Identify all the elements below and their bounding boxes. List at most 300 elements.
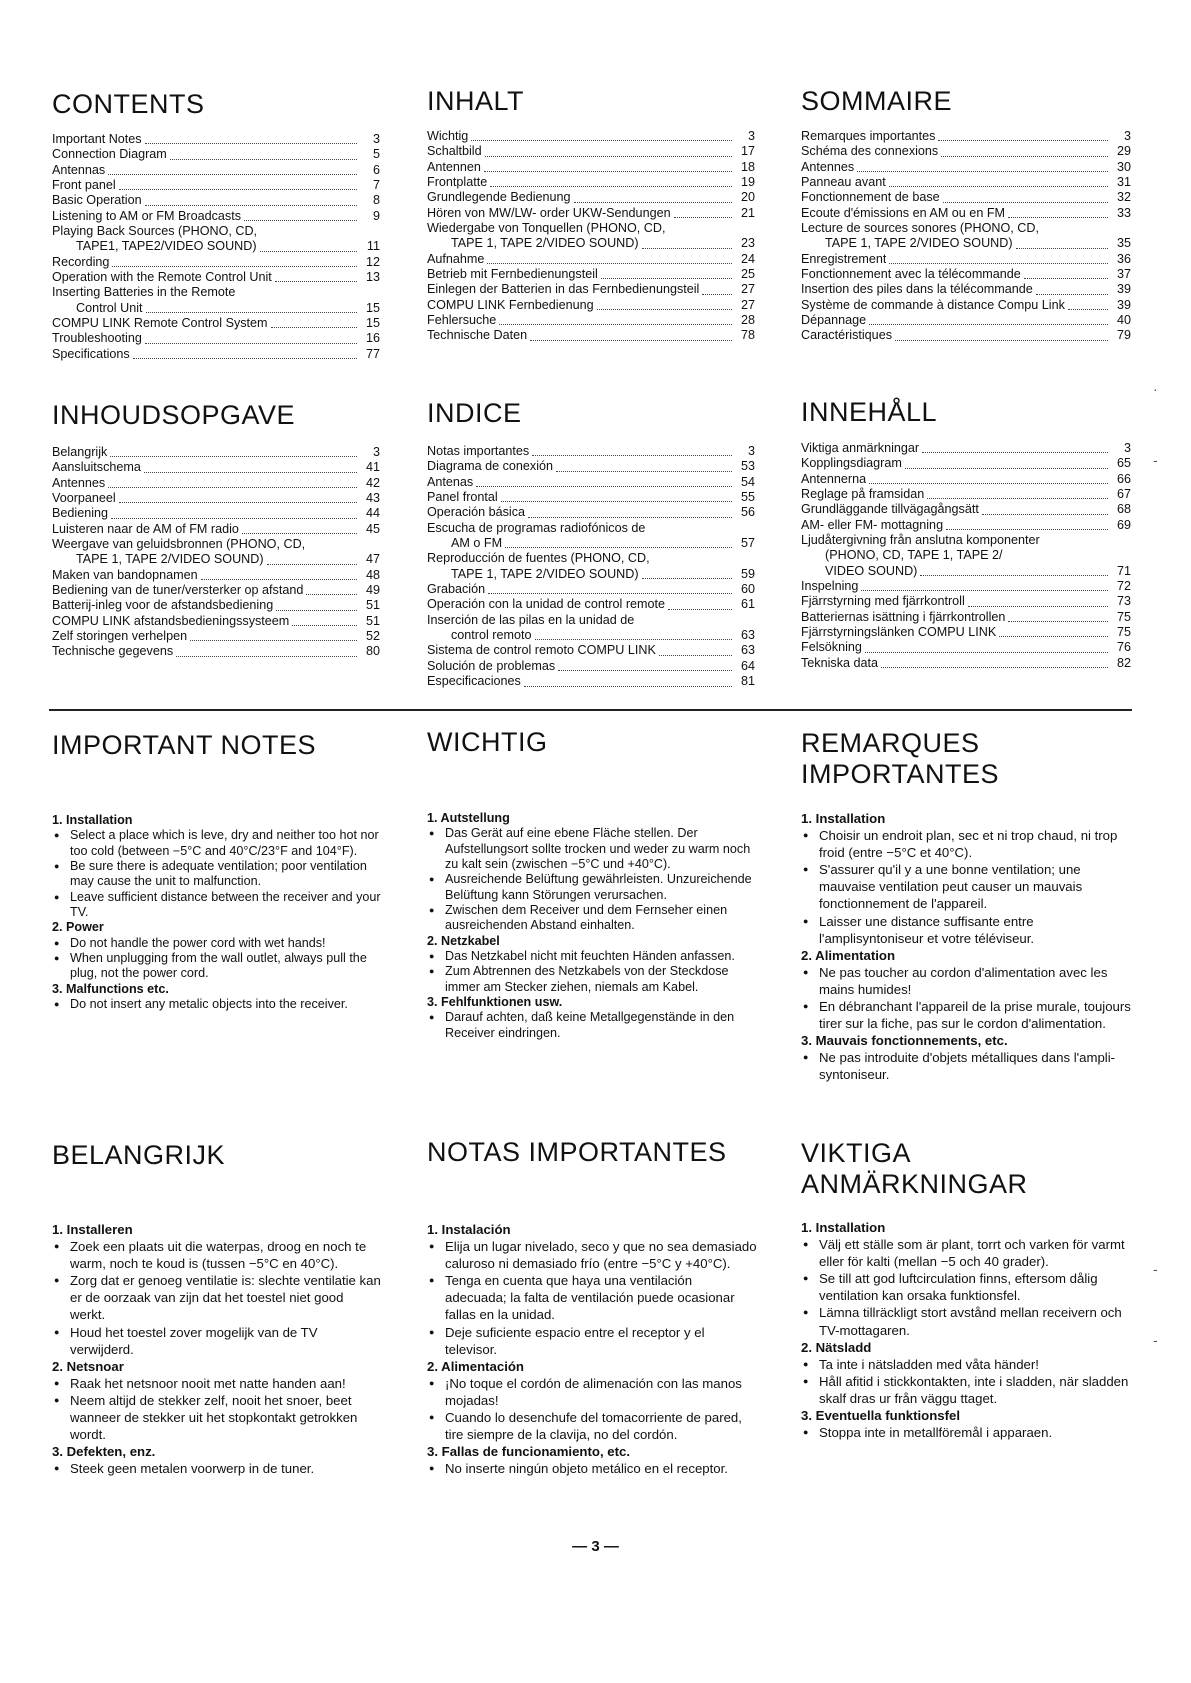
- inhalt-list: [427, 129, 755, 344]
- toc-leader-dots: [946, 529, 1108, 530]
- toc-entry: [801, 502, 1131, 517]
- toc-leader-dots: [108, 174, 357, 175]
- toc-entry: [52, 331, 380, 346]
- toc-entry-label: Front panel: [52, 178, 116, 193]
- toc-leader-dots: [889, 263, 1108, 264]
- toc-leader-dots: [271, 327, 357, 328]
- toc-entry: [427, 267, 755, 282]
- toc-entry-page: 13: [365, 270, 380, 285]
- toc-entry-label: COMPU LINK afstandsbedieningssysteem: [52, 613, 290, 628]
- toc-entry-page: 35: [1116, 236, 1131, 251]
- toc-entry-label: Inserción de las pilas en la unidad de: [427, 612, 635, 627]
- toc-leader-dots: [524, 686, 732, 687]
- toc-entry: [427, 190, 755, 205]
- toc-entry-page: 40: [1116, 313, 1131, 328]
- toc-entry-label: control remoto: [451, 628, 532, 643]
- toc-entry-page: 30: [1116, 159, 1131, 174]
- toc-entry: [52, 552, 380, 567]
- toc-leader-dots: [488, 593, 732, 594]
- toc-leader-dots: [1008, 621, 1108, 622]
- toc-entry-label: (PHONO, CD, TAPE 1, TAPE 2/: [825, 548, 1003, 563]
- toc-entry-page: 79: [1116, 328, 1131, 343]
- toc-entry-page: 63: [740, 643, 755, 658]
- toc-entry: [427, 206, 755, 221]
- toc-entry-page: 31: [1116, 175, 1131, 190]
- toc-leader-dots: [242, 533, 357, 534]
- toc-entry-page: 61: [740, 597, 755, 612]
- toc-entry: [427, 175, 755, 190]
- toc-entry-page: 52: [365, 629, 380, 644]
- toc-entry-label: Luisteren naar de AM of FM radio: [52, 521, 239, 536]
- toc-entry-page: 6: [372, 162, 380, 177]
- toc-leader-dots: [1024, 278, 1108, 279]
- toc-entry: [427, 628, 755, 643]
- note-bullet: ● Houd het toestel zover mogelijk van de TV verwijderd.: [52, 1324, 382, 1358]
- toc-leader-dots: [490, 186, 732, 187]
- toc-leader-dots: [111, 518, 357, 519]
- toc-leader-dots: [674, 217, 732, 218]
- toc-entry-label: Control Unit: [76, 300, 143, 315]
- note-bullet: ● Raak het netsnoor nooit met natte handen aan!: [52, 1375, 382, 1392]
- toc-leader-dots: [574, 202, 732, 203]
- toc-leader-dots: [857, 171, 1108, 172]
- toc-entry: [427, 613, 755, 628]
- note-bullet: ● Ta inte i nätsladden med våta händer!: [801, 1356, 1131, 1373]
- toc-entry-label: Grabación: [427, 582, 486, 597]
- note-bullet: ● Choisir un endroit plan, sec et ni trop chaud, ni trop froid (entre −5°C et 40°C).: [801, 827, 1131, 861]
- note-bullet: ● Ausreichende Belüftung gewährleisten. Unzureichende Belüftung kann Störungen verursachen.: [427, 872, 755, 903]
- note-bullet: ● Stoppa inte in metallföremål i apparaen.: [801, 1424, 1131, 1441]
- toc-entry-label: Diagrama de conexión: [427, 459, 554, 474]
- toc-entry-label: Aufnahme: [427, 251, 485, 266]
- toc-entry: [427, 567, 755, 582]
- note-bullet: ● When unplugging from the wall outlet, always pull the plug, not the power cord.: [52, 951, 382, 982]
- important-notes-body: [52, 813, 382, 1012]
- toc-entry-label: Batteriernas isättning i fjärrkontrollen: [801, 609, 1006, 624]
- note-bullet: ● Select a place which is leve, dry and neither too hot nor too cold (between −5°C and 40°C/23°F and 104°F).: [52, 828, 382, 859]
- toc-leader-dots: [668, 609, 732, 610]
- toc-entry-page: 41: [365, 460, 380, 475]
- toc-entry-page: 68: [1116, 502, 1131, 517]
- toc-entry-page: 42: [365, 475, 380, 490]
- toc-entry-page: 44: [365, 506, 380, 521]
- toc-entry: [427, 659, 755, 674]
- toc-entry: [801, 472, 1131, 487]
- toc-entry: [427, 129, 755, 144]
- note-heading: 1. Instalación: [427, 1222, 511, 1237]
- toc-entry-page: 75: [1116, 625, 1131, 640]
- toc-entry: [52, 270, 380, 285]
- toc-entry: [52, 301, 380, 316]
- toc-entry: [801, 160, 1131, 175]
- toc-entry-label: Schéma des connexions: [801, 144, 939, 159]
- toc-entry-page: 81: [740, 674, 755, 689]
- toc-entry-label: Important Notes: [52, 132, 142, 146]
- toc-entry-label: Playing Back Sources (PHONO, CD,: [52, 224, 258, 239]
- toc-entry-label: Aansluitschema: [52, 460, 141, 475]
- toc-entry-page: 47: [365, 552, 380, 567]
- note-heading: 2. Alimentación: [427, 1358, 524, 1374]
- note-heading: 3. Mauvais fonctionnements, etc.: [801, 1033, 1008, 1049]
- toc-entry-label: Ljudåtergivning från anslutna komponenter: [801, 533, 1040, 548]
- toc-entry-page: 48: [365, 567, 380, 582]
- toc-entry-page: 27: [740, 282, 755, 297]
- toc-leader-dots: [895, 340, 1108, 341]
- toc-entry-label: Voorpaneel: [52, 491, 116, 506]
- toc-entry-page: 49: [365, 583, 380, 598]
- innehall-title: INNEHÅLL: [801, 397, 938, 427]
- remarques-body: [801, 810, 1131, 1084]
- toc-leader-dots: [484, 171, 732, 172]
- toc-leader-dots: [881, 667, 1108, 668]
- toc-entry: [427, 490, 755, 505]
- toc-entry: [801, 313, 1131, 328]
- toc-entry-page: 9: [372, 208, 380, 223]
- toc-leader-dots: [927, 498, 1108, 499]
- note-heading: 1. Installeren: [52, 1222, 133, 1237]
- toc-entry-label: AM o FM: [451, 536, 503, 551]
- toc-leader-dots: [501, 501, 732, 502]
- toc-entry: [427, 328, 755, 343]
- wichtig-body: [427, 811, 755, 1041]
- note-bullet: ● Lämna tillräckligt stort avstånd mellan receivern och TV-mottagaren.: [801, 1304, 1131, 1338]
- toc-entry: [801, 221, 1131, 236]
- toc-entry-label: TAPE1, TAPE2/VIDEO SOUND): [76, 239, 257, 254]
- note-bullet: ● En débranchant l'appareil de la prise murale, toujours tirer sur la fiche, pas sur le cordon d'alimentation.: [801, 998, 1131, 1032]
- toc-entry: [52, 491, 380, 506]
- toc-entry: [52, 147, 380, 162]
- toc-entry: [801, 144, 1131, 159]
- toc-entry-label: VIDEO SOUND): [825, 563, 918, 578]
- toc-entry-page: 11: [366, 239, 380, 254]
- toc-entry-label: Specifications: [52, 346, 130, 361]
- margin-mark: -: [1153, 1332, 1158, 1348]
- note-heading: 2. Alimentation: [801, 947, 896, 963]
- wichtig-title: WICHTIG: [427, 727, 548, 757]
- toc-entry-page: 12: [365, 254, 380, 269]
- note-heading: 2. Nätsladd: [801, 1339, 872, 1355]
- toc-entry: [427, 444, 755, 459]
- toc-entry-label: TAPE 1, TAPE 2/VIDEO SOUND): [451, 566, 639, 581]
- toc-leader-dots: [499, 324, 732, 325]
- toc-entry-label: Bediening van de tuner/versterker op afstand: [52, 583, 304, 598]
- toc-leader-dots: [267, 564, 357, 565]
- toc-entry-label: Antennerna: [801, 471, 867, 486]
- toc-entry: [52, 224, 380, 239]
- toc-leader-dots: [145, 143, 357, 144]
- toc-leader-dots: [558, 670, 732, 671]
- toc-entry-label: Caractéristiques: [801, 328, 892, 343]
- toc-leader-dots: [530, 340, 732, 341]
- toc-entry-page: 5: [372, 147, 380, 162]
- toc-entry: [52, 193, 380, 208]
- page-number: — 3 —: [572, 1538, 619, 1555]
- toc-entry: [801, 610, 1131, 625]
- note-bullet: ● Steek geen metalen voorwerp in de tuner.: [52, 1460, 382, 1477]
- toc-leader-dots: [889, 186, 1108, 187]
- toc-entry-page: 75: [1116, 609, 1131, 624]
- toc-entry: [801, 206, 1131, 221]
- toc-entry-label: Solución de problemas: [427, 658, 556, 673]
- toc-entry: [52, 209, 380, 224]
- toc-entry-page: 71: [1116, 563, 1131, 578]
- toc-entry: [52, 132, 380, 147]
- toc-entry: [801, 456, 1131, 471]
- contents-list: [52, 132, 380, 362]
- toc-leader-dots: [920, 575, 1108, 576]
- toc-entry-label: Technische Daten: [427, 328, 528, 343]
- toc-entry: [801, 518, 1131, 533]
- note-heading: 1. Autstellung: [427, 811, 510, 825]
- toc-entry-page: 64: [740, 658, 755, 673]
- toc-entry-label: Betrieb mit Fernbedienungsteil: [427, 267, 598, 282]
- toc-entry-label: Notas importantes: [427, 444, 530, 458]
- toc-leader-dots: [999, 636, 1108, 637]
- toc-entry-label: COMPU LINK Fernbedienung: [427, 297, 594, 312]
- notas-importantes-body: [427, 1221, 757, 1477]
- toc-entry-label: TAPE 1, TAPE 2/VIDEO SOUND): [451, 236, 639, 251]
- toc-entry-page: 33: [1116, 205, 1131, 220]
- toc-entry-label: Frontplatte: [427, 175, 488, 190]
- toc-entry: [52, 476, 380, 491]
- toc-entry: [427, 643, 755, 658]
- toc-entry-page: 51: [365, 613, 380, 628]
- toc-entry-page: 3: [1123, 441, 1131, 455]
- important-notes-title: IMPORTANT NOTES: [52, 730, 317, 760]
- toc-entry-label: Einlegen der Batterien in das Fernbedienungsteil: [427, 282, 700, 297]
- toc-entry-label: Inspelning: [801, 579, 859, 594]
- toc-entry-label: TAPE 1, TAPE 2/VIDEO SOUND): [825, 236, 1013, 251]
- toc-entry-page: 77: [365, 346, 380, 361]
- toc-entry: [801, 564, 1131, 579]
- toc-entry-label: Zelf storingen verhelpen: [52, 629, 188, 644]
- toc-entry-page: 53: [740, 459, 755, 474]
- toc-entry: [52, 178, 380, 193]
- note-bullet: ● Zwischen dem Receiver und dem Fernseher einen ausreichenden Abstand einhalten.: [427, 903, 755, 934]
- toc-entry: [801, 656, 1131, 671]
- sommaire-title: SOMMAIRE: [801, 86, 953, 116]
- belangrijk-body: [52, 1221, 382, 1477]
- toc-entry: [52, 644, 380, 659]
- note-bullet: ● Laisser une distance suffisante entre l'amplisyntoniseur et votre téléviseur.: [801, 913, 1131, 947]
- toc-entry: [427, 298, 755, 313]
- toc-entry: [52, 568, 380, 583]
- toc-entry: [52, 506, 380, 521]
- note-bullet: ● Ne pas toucher au cordon d'alimentation avec les mains humides!: [801, 964, 1131, 998]
- toc-leader-dots: [112, 266, 357, 267]
- contents-title: CONTENTS: [52, 89, 205, 119]
- indice-title: INDICE: [427, 398, 522, 428]
- toc-entry: [427, 221, 755, 236]
- toc-entry: [427, 236, 755, 251]
- toc-entry-label: Viktiga anmärkningar: [801, 441, 920, 455]
- toc-entry-label: Weergave van geluidsbronnen (PHONO, CD,: [52, 537, 306, 552]
- toc-entry: [801, 533, 1131, 548]
- note-heading: 3. Fehlfunktionen usw.: [427, 995, 563, 1010]
- note-bullet: ● Be sure there is adequate ventilation; poor ventilation may cause the unit to malfunction.: [52, 859, 382, 890]
- toc-leader-dots: [110, 456, 357, 457]
- toc-entry: [52, 285, 380, 300]
- toc-entry-page: 19: [740, 175, 755, 190]
- note-heading: 1. Installation: [801, 1220, 886, 1235]
- toc-entry: [801, 625, 1131, 640]
- toc-entry-label: Wiedergabe von Tonquellen (PHONO, CD,: [427, 221, 666, 236]
- toc-leader-dots: [597, 309, 732, 310]
- toc-entry-label: Antennes: [52, 475, 106, 490]
- toc-entry-label: Listening to AM or FM Broadcasts: [52, 208, 241, 223]
- toc-entry-page: 8: [372, 193, 380, 208]
- toc-entry: [52, 163, 380, 178]
- toc-entry: [427, 459, 755, 474]
- toc-entry: [801, 594, 1131, 609]
- toc-leader-dots: [244, 220, 357, 221]
- toc-leader-dots: [642, 248, 732, 249]
- toc-leader-dots: [201, 579, 357, 580]
- toc-leader-dots: [941, 156, 1108, 157]
- toc-entry-page: 20: [740, 190, 755, 205]
- toc-leader-dots: [275, 281, 357, 282]
- toc-entry: [801, 487, 1131, 502]
- toc-entry-label: Wichtig: [427, 129, 469, 143]
- toc-entry: [427, 536, 755, 551]
- toc-entry-label: Bediening: [52, 506, 109, 521]
- toc-leader-dots: [1036, 294, 1108, 295]
- note-bullet: ● Das Gerät auf eine ebene Fläche stellen. Der Aufstellungsort sollte trocken und weder zu warm noch zu kalt sein (zwischen −5°C und +40°C).: [427, 826, 755, 872]
- toc-entry-label: Fjärrstyrning med fjärrkontroll: [801, 594, 965, 609]
- toc-entry-page: 80: [365, 644, 380, 659]
- viktiga-title: VIKTIGA ANMÄRKNINGAR: [801, 1138, 1028, 1199]
- toc-leader-dots: [659, 655, 732, 656]
- toc-entry-page: 3: [747, 444, 755, 458]
- toc-entry-page: 24: [740, 251, 755, 266]
- toc-leader-dots: [146, 312, 358, 313]
- toc-entry-label: Système de commande à distance Compu Link: [801, 297, 1065, 312]
- toc-entry-page: 36: [1116, 251, 1131, 266]
- toc-leader-dots: [119, 189, 357, 190]
- toc-leader-dots: [938, 140, 1108, 141]
- inhoudsopgave-title: INHOUDSOPGAVE: [52, 400, 296, 430]
- toc-leader-dots: [865, 652, 1108, 653]
- toc-entry-label: Connection Diagram: [52, 147, 167, 162]
- innehall-list: [801, 441, 1131, 671]
- toc-entry-page: 73: [1116, 594, 1131, 609]
- note-heading: 1. Installation: [801, 811, 886, 826]
- note-bullet: ● Cuando lo desenchufe del tomacorriente de pared, tire siempre de la clavija, no del cordón.: [427, 1409, 757, 1443]
- toc-leader-dots: [943, 202, 1108, 203]
- toc-leader-dots: [145, 205, 357, 206]
- toc-entry: [427, 144, 755, 159]
- toc-entry-label: Maken van bandopnamen: [52, 567, 198, 582]
- toc-entry-page: 16: [365, 331, 380, 346]
- note-bullet: ● Darauf achten, daß keine Metallgegenstände in den Receiver eindringen.: [427, 1010, 755, 1041]
- toc-leader-dots: [1016, 248, 1108, 249]
- toc-entry-page: 23: [740, 236, 755, 251]
- toc-entry-page: 15: [365, 316, 380, 331]
- toc-entry-label: Basic Operation: [52, 193, 142, 208]
- toc-entry-page: 78: [740, 328, 755, 343]
- toc-entry: [801, 282, 1131, 297]
- toc-entry-label: Fehlersuche: [427, 313, 497, 328]
- toc-entry-label: Fonctionnement de base: [801, 190, 940, 205]
- toc-entry: [427, 521, 755, 536]
- note-bullet: ● Zorg dat er genoeg ventilatie is: slechte ventilatie kan er de oorzaak van zijn dat het toestel niet good werkt.: [52, 1272, 382, 1323]
- toc-leader-dots: [145, 343, 357, 344]
- toc-entry-page: 3: [372, 445, 380, 459]
- toc-entry-page: 29: [1116, 144, 1131, 159]
- toc-entry: [801, 190, 1131, 205]
- margin-mark: -: [1153, 1261, 1158, 1277]
- toc-leader-dots: [528, 517, 732, 518]
- toc-entry: [801, 267, 1131, 282]
- toc-entry-label: Batterij-inleg voor de afstandsbediening: [52, 598, 274, 613]
- toc-entry: [52, 537, 380, 552]
- toc-entry-page: 63: [740, 628, 755, 643]
- toc-leader-dots: [702, 294, 732, 295]
- toc-leader-dots: [982, 514, 1108, 515]
- toc-entry-label: Tekniska data: [801, 655, 879, 670]
- toc-leader-dots: [968, 606, 1108, 607]
- toc-entry: [427, 252, 755, 267]
- toc-entry: [427, 282, 755, 297]
- toc-entry-label: Fonctionnement avec la télécommande: [801, 267, 1021, 282]
- toc-entry-label: Antennas: [52, 162, 106, 177]
- toc-entry-label: Remarques importantes: [801, 129, 936, 143]
- toc-entry-label: Ecoute d'émissions en AM ou en FM: [801, 205, 1006, 220]
- toc-entry: [801, 236, 1131, 251]
- toc-entry-page: 60: [740, 582, 755, 597]
- toc-entry-label: Recording: [52, 254, 110, 269]
- toc-leader-dots: [505, 547, 732, 548]
- toc-entry-page: 25: [740, 267, 755, 282]
- toc-entry-label: Grundlegende Bedienung: [427, 190, 571, 205]
- remarques-title: REMARQUES IMPORTANTES: [801, 728, 1000, 789]
- toc-entry: [52, 614, 380, 629]
- toc-entry-label: Enregistrement: [801, 251, 887, 266]
- toc-entry: [801, 441, 1131, 456]
- toc-entry-page: 45: [365, 521, 380, 536]
- toc-leader-dots: [905, 468, 1108, 469]
- toc-entry: [427, 582, 755, 597]
- toc-leader-dots: [922, 452, 1108, 453]
- toc-entry: [801, 298, 1131, 313]
- toc-entry-page: 15: [365, 300, 380, 315]
- toc-leader-dots: [144, 472, 357, 473]
- toc-entry-label: Escucha de programas radiofónicos de: [427, 520, 646, 535]
- note-bullet: ● Deje suficiente espacio entre el receptor y el televisor.: [427, 1324, 757, 1358]
- toc-leader-dots: [170, 159, 357, 160]
- note-bullet: ● S'assurer qu'il y a une bonne ventilation; une mauvaise ventilation peut causer un mauvais fonctionnement de l'appareil.: [801, 861, 1131, 912]
- toc-entry-label: Especificaciones: [427, 674, 521, 689]
- toc-entry: [52, 522, 380, 537]
- toc-entry: [52, 255, 380, 270]
- toc-entry-page: 59: [740, 566, 755, 581]
- toc-entry-label: Operación con la unidad de control remote: [427, 597, 666, 612]
- note-heading: 3. Eventuella funktionsfel: [801, 1408, 961, 1424]
- toc-leader-dots: [190, 640, 357, 641]
- note-bullet: ● Leave sufficient distance between the receiver and your TV.: [52, 890, 382, 921]
- toc-entry-page: 76: [1116, 640, 1131, 655]
- toc-leader-dots: [176, 656, 357, 657]
- toc-entry-label: Grundläggande tillvägagångsätt: [801, 502, 979, 517]
- toc-leader-dots: [869, 324, 1108, 325]
- section-divider: [49, 709, 1132, 711]
- note-heading: 2. Netzkabel: [427, 933, 500, 948]
- note-heading: 3. Fallas de funcionamiento, etc.: [427, 1444, 630, 1460]
- toc-entry: [801, 328, 1131, 343]
- toc-entry-page: 28: [740, 313, 755, 328]
- toc-leader-dots: [485, 156, 732, 157]
- toc-entry-label: Schaltbild: [427, 144, 482, 159]
